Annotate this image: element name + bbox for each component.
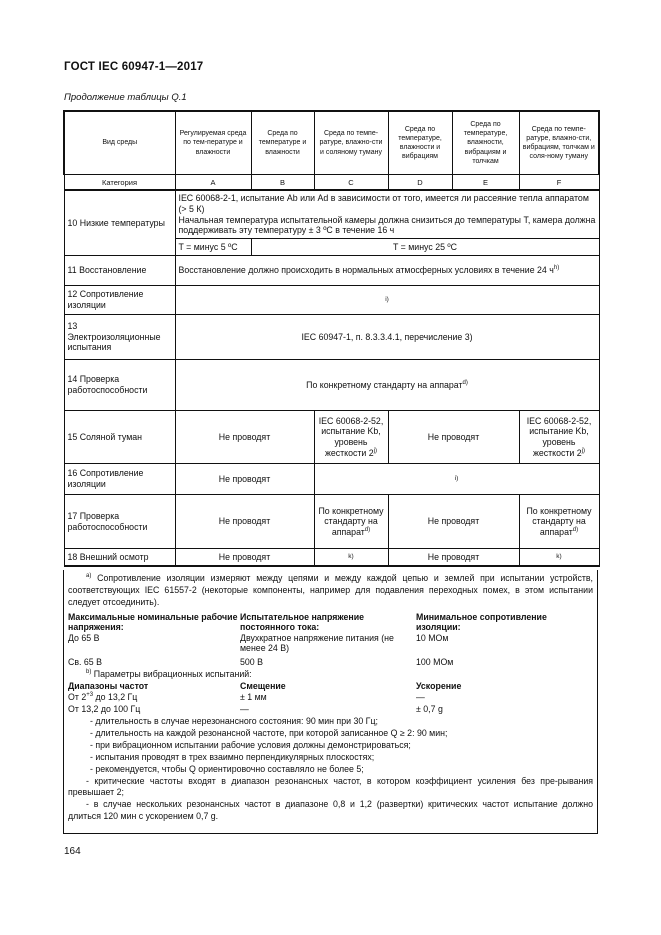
header-c: Среда по темпе-ратуре, влажно-сти и соляному туману [314, 111, 388, 175]
list-item: - длительность в случае нерезонансного состояния: 90 мин при 30 Гц; [90, 716, 378, 727]
list-item: - в случае нескольких резонансных частот в диапазоне 0,8 и 1,2 (развертки) критических частот испытание должно длиться 120 мин с ускорением 0,7 g. [68, 799, 593, 822]
table-row [64, 495, 599, 549]
low-temp-condition: Начальная температура испытательной камеры должна снизиться до температуры Т, камера должна поддерживать эту температуру ± 3 ºС в течение 16 ч [178, 214, 596, 236]
low-temp-b-f: T = минус 25 ºС [251, 239, 599, 256]
list-item: - критические частоты входят в диапазон резонансных частот, в котором коэффициент усиления без пре-рывания превышает 2; [68, 775, 593, 798]
row-text: Восстановление должно происходить в нормальных атмосферных условиях в течение 24 $ч^{h)}$ [175, 256, 599, 286]
row-label: 11 Восстановление [64, 256, 175, 286]
table-row [64, 256, 599, 286]
footnote-b: $^{b)}$ Параметры вибрационных испытаний: [86, 668, 252, 679]
not-performed: Не проводят [175, 464, 314, 495]
header-f: Среда по темпе-ратуре, влажно-сти, вибрациям, толчкам и соля-ному туману [519, 111, 599, 175]
footnote-ref: k) [519, 549, 599, 567]
table-row [64, 549, 599, 567]
row-text [175, 190, 599, 239]
header-a: Регулируемая среда по тем-пературе и влажности [175, 111, 251, 175]
salt-mist-f: IEC 60068-2-52, испытание Kb, уровень жесткости 2$^{j)}$ [519, 411, 599, 464]
category-a: A [175, 175, 251, 191]
footnote-ref: i) [314, 464, 599, 495]
row-label: 14 Проверка работоспособности [64, 360, 175, 411]
row-label: 15 Соляной туман [64, 411, 175, 464]
category-d: D [388, 175, 452, 191]
table-row [64, 315, 599, 360]
category-row [64, 175, 599, 191]
low-temp-method: IEC 60068-2-1, испытание Ab или Ad в зависимости от того, имеется ли рассеяние тепла аппаратом (> 5 К) [178, 193, 589, 214]
row-label: 16 Сопротивление изоляции [64, 464, 175, 495]
vibration-row: От $2^{+3}$ до 13,2 Гц ± 1 мм — [68, 692, 425, 703]
row-label: 18 Внешний осмотр [64, 549, 175, 567]
category-label: Категория [64, 175, 175, 191]
footnote-ref: i) [175, 286, 599, 315]
list-item: - длительность на каждой резонансной частоте, при которой записанное Q ≥ 2: 90 мин; [90, 728, 448, 739]
table-footnotes [63, 570, 598, 834]
table-row [64, 464, 599, 495]
not-performed: Не проводят [388, 495, 519, 549]
vibration-header: Диапазоны частот Смещение Ускорение [68, 680, 462, 691]
vibration-row: От 13,2 до 100 Гц — ± 0,7 g [68, 704, 443, 715]
page-number: 164 [64, 846, 81, 857]
row-label: 13 Электроизоляционные испытания [64, 315, 175, 360]
header-b: Среда по температуре и влажности [251, 111, 314, 175]
category-e: E [452, 175, 519, 191]
list-item: - рекомендуется, чтобы Q ориентировочно составляло не более 5; [90, 763, 364, 774]
category-b: B [251, 175, 314, 191]
table-row [64, 411, 599, 464]
not-performed: Не проводят [175, 411, 314, 464]
table-header-row [64, 111, 599, 175]
header-d: Среда по температуре, влажности и вибрациям [388, 111, 452, 175]
row-label: 12 Сопротивление изоляции [64, 286, 175, 315]
operation-check-c: По конкретному стандарту на аппарат$^{d)}$ [314, 495, 388, 549]
document-header: ГОСТ IEC 60947-1—2017 [64, 61, 204, 73]
insulation-header: Максимальные номинальные рабочие напряжения: Испытательное напряжение постоянного тока: Минимальное сопротивление изоляции: [68, 611, 547, 633]
table-row [64, 190, 599, 239]
header-e: Среда по температуре, влажности, вибрациям и толчкам [452, 111, 519, 175]
category-f: F [519, 175, 599, 191]
category-c: C [314, 175, 388, 191]
insulation-row: Св. 65 В 500 В 100 МОм [68, 656, 454, 667]
environment-test-table [63, 110, 600, 567]
insulation-row: До 65 В Двухкратное напряжение питания (не менее 24 В) 10 МОм [68, 632, 449, 654]
not-performed: Не проводят [388, 411, 519, 464]
list-item: - испытания проводят в трех взаимно перпендикулярных плоскостях; [90, 751, 375, 762]
footnote-ref: k) [314, 549, 388, 567]
operation-check-f: По конкретному стандарту на аппарат$^{d)}$ [519, 495, 599, 549]
row-label: 10 Низкие температуры [64, 190, 175, 256]
not-performed: Не проводят [388, 549, 519, 567]
not-performed: Не проводят [175, 549, 314, 567]
header-environment: Вид среды [64, 111, 175, 175]
not-performed: Не проводят [175, 495, 314, 549]
list-item: - при вибрационном испытании рабочие условия должны демонстрироваться; [90, 739, 411, 750]
row-text: IEC 60947-1, п. 8.3.3.4.1, перечисление 3) [175, 315, 599, 360]
row-label: 17 Проверка работоспособности [64, 495, 175, 549]
row-text: По конкретному стандарту на аппарат$^{d)}$ [175, 360, 599, 411]
table-row [64, 286, 599, 315]
footnote-a: $^{а)}$ Сопротивление изоляции измеряют между цепями и между каждой цепью и землей при испытании устройств, соответствующих IEC 61557-2 (некоторые компоненты, например для подавления переходных помех, в этом испытании следует отсоединить). [68, 573, 594, 607]
low-temp-a: T = минус 5 ºС [175, 239, 251, 256]
salt-mist-c: IEC 60068-2-52, испытание Kb, уровень жесткости 2$^{j)}$ [314, 411, 388, 464]
table-continuation-caption: Продолжение таблицы Q.1 [64, 92, 187, 103]
table-row [64, 360, 599, 411]
